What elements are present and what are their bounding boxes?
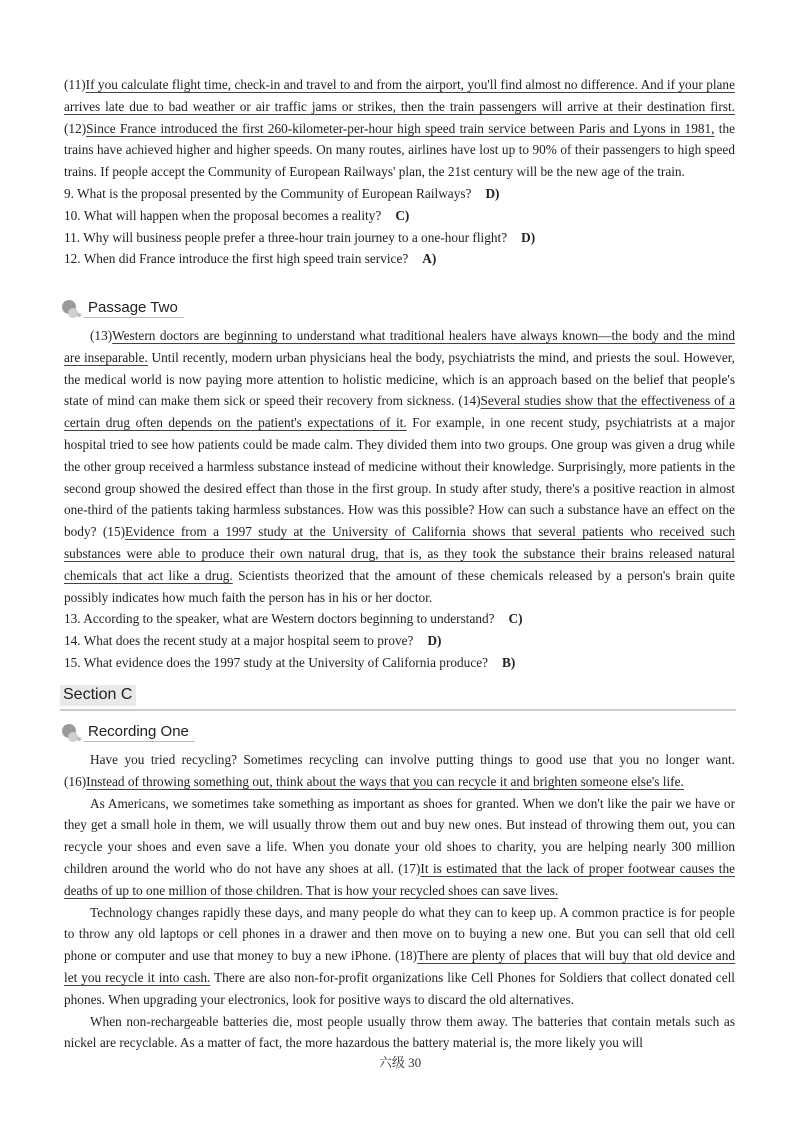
underlined-answer-text: There are plenty of places that will buy that old device and let you recycle it into cash. bbox=[64, 948, 735, 985]
answer-key: C) bbox=[508, 611, 523, 627]
passage-one-questions bbox=[64, 183, 735, 270]
underlined-answer-text: It is estimated that the lack of proper footwear causes the deaths of up to one million of those children. That is how your recycled shoes can save lives. bbox=[64, 860, 736, 898]
passage-two-heading bbox=[62, 296, 184, 318]
recording-paragraph bbox=[64, 793, 735, 902]
recording-paragraph bbox=[64, 1011, 735, 1055]
question-text: 9. What is the proposal presented by the Community of European Railways? bbox=[64, 185, 472, 201]
underlined-answer-text: Evidence from a 1997 study at the University of California shows that several patients who received such substances were able to produce their own natural drug, that is, as they took the substance their brains released natural chemicals that act like a drug. bbox=[64, 524, 735, 583]
question-text: 14. What does the recent study at a major hospital seem to prove? bbox=[64, 633, 414, 649]
answer-key: C) bbox=[395, 207, 410, 223]
text-segment: (12) bbox=[64, 120, 87, 136]
circles-bullet-icon bbox=[62, 722, 84, 742]
question-item bbox=[64, 248, 735, 270]
text-segment: For example, in one recent study, psychiatrists at a major hospital tried to see how patients could be made calm. They divided them into two groups. One group was given a drug while the other group received a harmless substance instead of medicine without their knowledge. Surprisingly, more patients in the second group showed the desired effect than those in the first group. In study after study, there's a positive reaction in almost one-third of the patients taking harmless substances. How was this possible? How can such a substance have an effect on the body? (15) bbox=[64, 415, 735, 540]
question-item bbox=[64, 205, 735, 227]
recording-one-title: Recording One bbox=[84, 723, 195, 742]
question-item bbox=[64, 630, 735, 652]
underlined-answer-text: Western doctors are beginning to understand what traditional healers have always known—the body and the mind are inseparable. bbox=[64, 328, 735, 365]
underlined-answer-text: Several studies show that the effectiveness of a certain drug often depends on the patient's expectations of it. bbox=[64, 393, 735, 431]
passage-two-paragraph bbox=[64, 325, 735, 608]
passage-one-paragraph bbox=[64, 74, 735, 183]
recording-paragraph bbox=[64, 902, 735, 1011]
question-text: 12. When did France introduce the first high speed train service? bbox=[64, 251, 409, 267]
circles-bullet-icon bbox=[62, 298, 84, 318]
question-item bbox=[64, 183, 735, 205]
answer-key: D) bbox=[521, 229, 536, 245]
underlined-answer-text: Instead of throwing something out, think about the ways that you can recycle it and brighten someone else's life. bbox=[86, 773, 684, 789]
page-number: 六级 30 bbox=[378, 1055, 422, 1070]
passage-two-questions bbox=[64, 608, 735, 673]
passage-one-end bbox=[64, 74, 735, 270]
text-segment: Have you tried recycling? Sometimes recycling can involve putting things to good use that you no longer want. (16) bbox=[64, 752, 735, 789]
question-item bbox=[64, 227, 735, 249]
passage-two bbox=[64, 325, 735, 674]
question-item bbox=[64, 652, 735, 674]
text-segment: (11) bbox=[64, 77, 86, 92]
question-text: 15. What evidence does the 1997 study at the University of California produce? bbox=[64, 654, 489, 670]
recording-paragraph bbox=[64, 749, 735, 793]
question-item bbox=[64, 608, 735, 630]
text-segment: When non-rechargeable batteries die, most people usually throw them away. The batteries that contain metals such as nickel are recyclable. As a matter of fact, the more hazardous the battery material is, the more likely you will bbox=[64, 1013, 735, 1051]
recording-one-text bbox=[64, 749, 735, 1054]
text-segment: As Americans, we sometimes take something as important as shoes for granted. When we don't like the pair we have or they get a small hole in them, we will usually throw them out and buy new ones. But instead of throwing them out, you can recycle your shoes and even save a life. When you donate your old shoes to charity, you are helping nearly 300 million children around the world who do not have any shoes at all. (17) bbox=[64, 795, 735, 876]
passage-two-title: Passage Two bbox=[84, 299, 184, 318]
section-c-header bbox=[60, 685, 736, 711]
question-text: 11. Why will business people prefer a three-hour train journey to a one-hour flight? bbox=[64, 229, 508, 245]
section-c-title: Section C bbox=[60, 685, 136, 706]
text-segment: Technology changes rapidly these days, and many people do what they can to keep up. A common practice is for people to throw any old laptops or cell phones in a drawer and then move on to buying a new one. But you can sell that old cell phone or computer and use that money to buy a new iPhone. (18) bbox=[64, 904, 735, 964]
underlined-answer-text: Since France introduced the first 260-kilometer-per-hour high speed train service between Paris and Lyons in 1981, bbox=[86, 120, 715, 136]
answer-key: A) bbox=[422, 251, 437, 267]
text-segment: the trains have achieved higher and higher speeds. On many routes, airlines have lost up to 90% of their passengers to high speed trains. If people accept the Community of European Railways' plan, the 21st century will be the new age of the train. bbox=[64, 120, 735, 180]
answer-key: D) bbox=[427, 633, 442, 649]
text-segment: (13) bbox=[90, 328, 113, 343]
answer-key: B) bbox=[502, 654, 516, 670]
question-text: 10. What will happen when the proposal becomes a reality? bbox=[64, 207, 382, 223]
text-segment: Scientists theorized that the amount of these chemicals released by a person's brain quite possibly indicates how much faith the person has in his or her doctor. bbox=[64, 567, 735, 605]
question-text: 13. According to the speaker, what are Western doctors beginning to understand? bbox=[64, 611, 495, 627]
recording-one-heading bbox=[62, 720, 195, 742]
underlined-answer-text: If you calculate flight time, check-in and travel to and from the airport, you'll find almost no difference. And if your plane arrives late due to bad weather or air traffic jams or strikes, then the train passengers will arrive at their destination first. bbox=[64, 77, 735, 114]
answer-key: D) bbox=[485, 185, 500, 201]
text-segment: There are also non-for-profit organizations like Cell Phones for Soldiers that collect donated cell phones. When upgrading your electronics, look for positive ways to discard the old alternatives. bbox=[64, 969, 735, 1007]
text-segment: Until recently, modern urban physicians heal the body, psychiatrists the mind, and priests the soul. However, the medical world is now paying more attention to holistic medicine, which is an approach based on the belief that people's state of mind can make them sick or speed their recovery from sickness. (14) bbox=[64, 349, 735, 409]
